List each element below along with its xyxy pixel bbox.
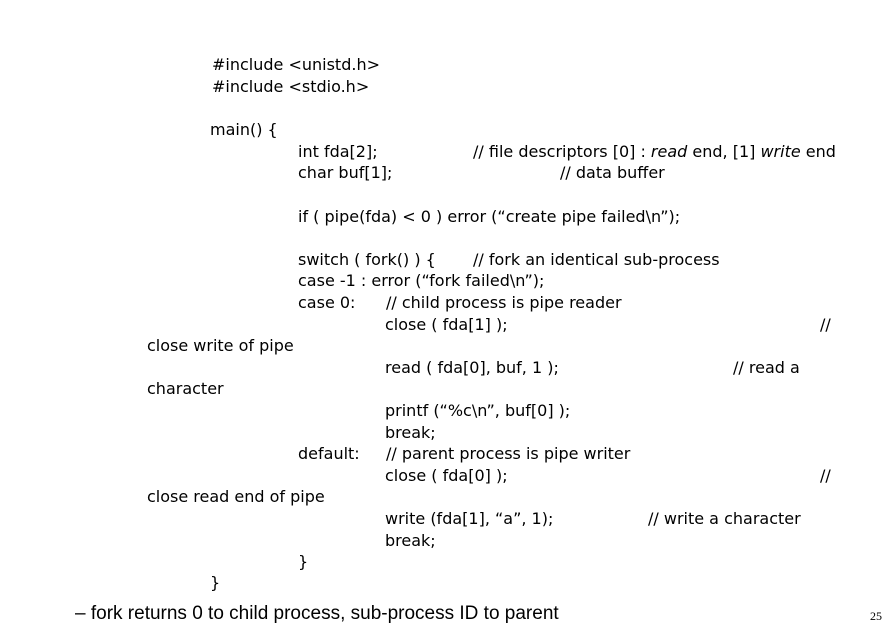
wrap-character: character [147, 379, 224, 398]
if-pipe-line: if ( pipe(fda) < 0 ) error (“create pipe failed\n”); [298, 207, 681, 226]
comment-fork: // fork an identical sub-process [473, 250, 720, 269]
comment-buf: // data buffer [560, 163, 665, 182]
comment-child: // child process is pipe reader [386, 293, 622, 312]
break-line-2: break; [385, 531, 436, 550]
default-label: default: [298, 444, 360, 463]
comment-slash-1: // [820, 315, 831, 334]
case-minus1-line: case -1 : error (“fork failed\n”); [298, 271, 545, 290]
comment-parent: // parent process is pipe writer [386, 444, 631, 463]
main-close-brace: } [210, 573, 221, 592]
decl-buf: char buf[1]; [298, 163, 393, 182]
write-line: write (fda[1], “a”, 1); [385, 509, 554, 528]
main-open: main() { [210, 120, 278, 139]
close-fda1-line: close ( fda[1] ); [385, 315, 508, 334]
case-0-label: case 0: [298, 293, 356, 312]
include-stdio: #include <stdio.h> [212, 77, 370, 96]
switch-close-brace: } [298, 552, 309, 571]
printf-line: printf (“%c\n”, buf[0] ); [385, 401, 571, 420]
page-number: 25 [870, 609, 882, 623]
include-unistd: #include <unistd.h> [212, 55, 380, 74]
break-line-1: break; [385, 423, 436, 442]
switch-line: switch ( fork() ) { [298, 250, 436, 269]
wrap-close-write: close write of pipe [147, 336, 294, 355]
comment-read-a: // read a [733, 358, 800, 377]
comment-slash-2: // [820, 466, 831, 485]
fork-explanation-bullet: – fork returns 0 to child process, sub-process ID to parent [75, 603, 559, 624]
decl-fda: int fda[2]; [298, 142, 378, 161]
comment-fda: // file descriptors [0] : read end, [1] write end [473, 142, 836, 161]
read-line: read ( fda[0], buf, 1 ); [385, 358, 559, 377]
close-fda0-line: close ( fda[0] ); [385, 466, 508, 485]
wrap-close-read: close read end of pipe [147, 487, 325, 506]
comment-write: // write a character [648, 509, 801, 528]
